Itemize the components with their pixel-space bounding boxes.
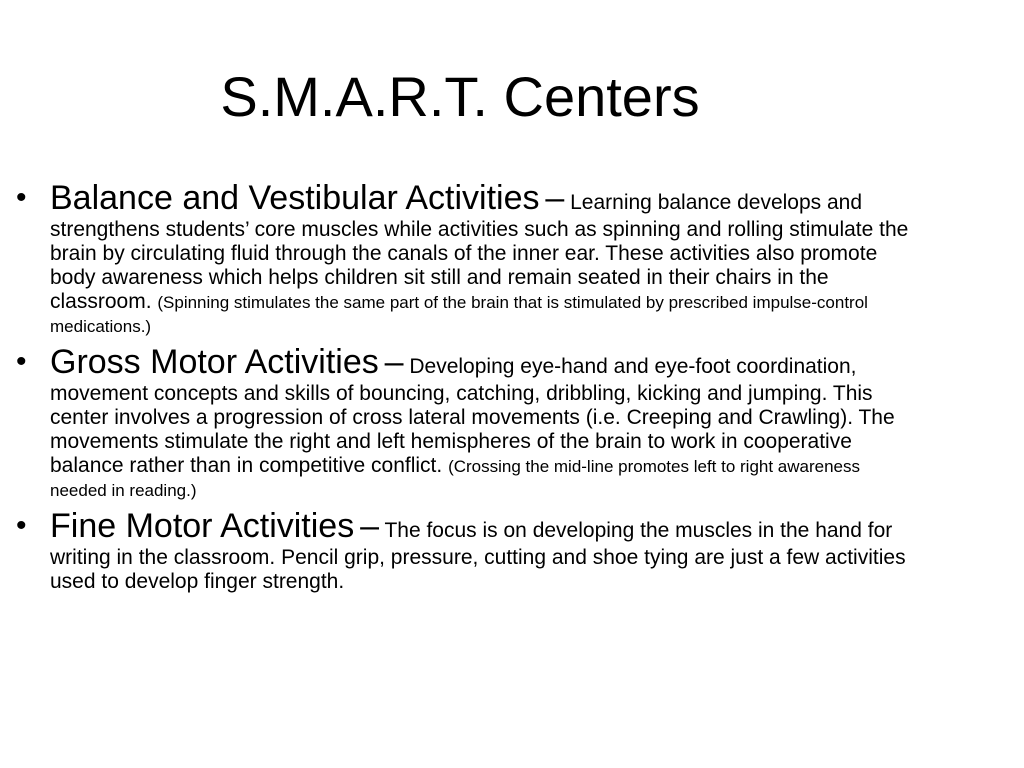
- bullet-gross-motor: [16, 342, 916, 502]
- bullet-icon: •: [16, 345, 27, 378]
- bullet-list: [16, 178, 916, 598]
- bullet-body: Developing eye-hand and eye-foot coordination, movement concepts and skills of bouncing, catching, dribbling, kicking and jumping. This center involves a progression of cross lateral movements (i.e. Creeping and Crawling). The movements stimulate the right and left hemispheres of the brain to work in cooperative balance rather than in competitive conflict.: [50, 355, 895, 477]
- bullet-body: Learning balance develops and strengthens students’ core muscles while activities such as spinning and rolling stimulate the brain by circulating fluid through the canals of the inner ear. These activities also promote body awareness which helps children sit still and remain seated in their chairs in the classroom.: [50, 191, 909, 313]
- bullet-icon: •: [16, 509, 27, 542]
- bullet-heading: Gross Motor Activities: [50, 343, 379, 381]
- bullet-dash: –: [384, 343, 404, 381]
- slide-title: S.M.A.R.T. Centers: [220, 65, 700, 128]
- bullet-note: (Crossing the mid-line promotes left to right awareness needed in reading.): [50, 457, 861, 500]
- bullet-icon: •: [16, 181, 27, 214]
- bullet-heading: Fine Motor Activities: [50, 507, 355, 545]
- bullet-heading: Balance and Vestibular Activities: [50, 179, 540, 217]
- bullet-dash: –: [360, 507, 379, 545]
- bullet-body: The focus is on developing the muscles in the hand for writing in the classroom. Pencil grip, pressure, cutting and shoe tying are just a few activities used to develop finger strength.: [50, 519, 906, 593]
- bullet-note: (Spinning stimulates the same part of the brain that is stimulated by prescribed impulse-control medications.): [50, 293, 868, 336]
- bullet-fine-motor: [16, 506, 916, 594]
- bullet-dash: –: [545, 179, 565, 217]
- bullet-balance-vestibular: [16, 178, 916, 338]
